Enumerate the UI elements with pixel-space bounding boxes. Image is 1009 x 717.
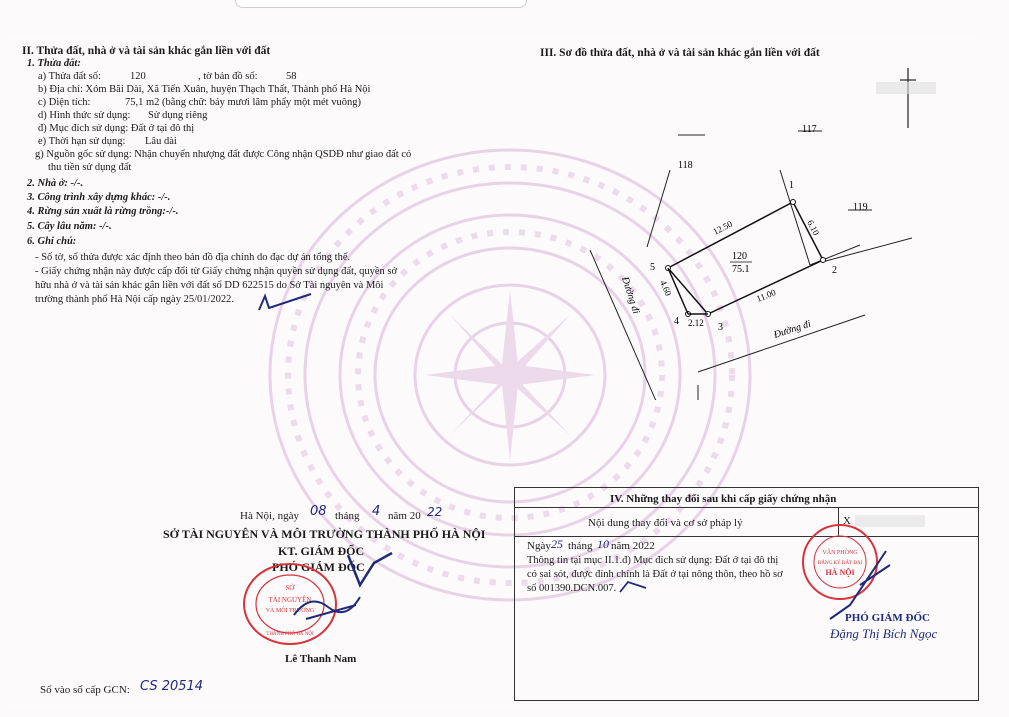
stamp-ring-text: THÀNH PHỐ HÀ NỘI <box>266 632 314 637</box>
usage-form-label: d) Hình thức sử dụng: <box>38 110 131 121</box>
address-line: b) Địa chỉ: Xóm Bãi Dài, Xã Tiến Xuân, huyện Thạch Thất, Thành phố Hà Nội <box>38 84 371 95</box>
issue-date-prefix: Hà Nội, ngày <box>240 510 299 522</box>
parcel-number-label: a) Thửa đất số: <box>38 71 101 82</box>
edge-12-50: 12.50 <box>711 218 734 237</box>
usage-term-label: e) Thời hạn sử dụng: <box>38 136 126 147</box>
note-2-line-1: - Giấy chứng nhận này được cấp đổi từ Giấy chứng nhận quyền sử dụng đất, quyền sở <box>35 266 398 277</box>
kt-director: KT. GIÁM ĐỐC <box>278 544 365 558</box>
stamp-text-mt: VÀ MÔI TRƯỜNG <box>265 608 315 614</box>
land-parcel-heading: 1. Thửa đất: <box>27 58 81 69</box>
change-month-label: tháng <box>568 540 593 552</box>
area-value: 75,1 m2 (bằng chữ: bảy mươi lăm phẩy một mét vuông) <box>125 97 361 108</box>
note-2-line-3: trường thành phố Hà Nội cấp ngày 25/01/2022. <box>35 294 235 305</box>
forest-item: 4. Rừng sản xuất là rừng trồng:-/-. <box>27 206 179 217</box>
origin-line-2: thu tiền sử dụng đất <box>48 162 132 173</box>
area-label: c) Diện tích: <box>38 97 91 108</box>
usage-form-value: Sử dụng riêng <box>148 110 208 121</box>
parcel-number-diagram: 120 <box>732 251 747 262</box>
edge-4-60: 4.60 <box>658 278 674 298</box>
vertex-2: 2 <box>832 265 837 276</box>
note-2-line-2: hữu nhà ở và tài sản khác gắn liền với đất số DD 622515 do Sở Tài nguyên và Môi <box>35 280 384 291</box>
office-signer-name: Đặng Thị Bích Ngọc <box>830 626 938 641</box>
issue-month: 4 <box>372 504 381 519</box>
section-iv-title: IV. Những thay đổi sau khi cấp giấy chứng nhận <box>610 493 837 505</box>
office-deputy-title: PHÓ GIÁM ĐỐC <box>845 612 930 624</box>
gcn-register-number: CS 20514 <box>140 679 204 694</box>
other-works-item: 3. Công trình xây dựng khác: -/-. <box>27 192 171 203</box>
map-sheet-value: 58 <box>286 71 297 82</box>
issue-year-label: năm 20 <box>388 510 421 522</box>
change-line-1: Thông tin tại mục II.1.đ) Mục đích sử dụng: Đất ở tại đô thị <box>527 555 779 566</box>
stamp-text-tn: TÀI NGUYÊN <box>268 596 312 604</box>
note-1: - Số tờ, số thửa được xác định theo bản đồ địa chính do đạc dự án tổng thể. <box>35 252 351 263</box>
stamp2-line-3: HÀ NỘI <box>825 568 855 577</box>
vertex-3: 3 <box>718 322 723 333</box>
neighbor-117: 117 <box>802 124 817 135</box>
vertex-4: 4 <box>674 316 679 327</box>
change-month: 10 <box>597 537 609 551</box>
section-ii-title: II. Thửa đất, nhà ở và tài sản khác gắn liền với đất <box>22 45 271 57</box>
stamp2-line-2: ĐĂNG KÝ ĐẤT ĐAI <box>817 561 863 566</box>
origin-line-1: g) Nguồn gốc sử dụng: Nhận chuyển nhượng đất được Công nhận QSDĐ như giao đất có <box>35 149 412 160</box>
neighbor-118: 118 <box>678 160 693 171</box>
deputy-director-title: PHÓ GIÁM ĐỐC <box>272 560 365 574</box>
gcn-register-label: Số vào sổ cấp GCN: <box>40 684 130 696</box>
house-item: 2. Nhà ở: -/-. <box>27 178 84 189</box>
perennial-item: 5. Cây lâu năm: -/-. <box>27 221 112 232</box>
issuing-agency: SỞ TÀI NGUYÊN VÀ MÔI TRƯỜNG THÀNH PHỐ HÀ NỘI <box>163 527 486 541</box>
change-year: năm 2022 <box>611 540 655 552</box>
issue-month-label: tháng <box>335 510 360 522</box>
vertex-5: 5 <box>650 262 655 273</box>
road-label-left: Đường đi <box>619 275 642 316</box>
map-sheet-label: , tờ bản đồ số: <box>198 71 258 82</box>
changes-col-partial: X <box>843 515 851 527</box>
usage-term-value: Lâu dài <box>145 136 177 147</box>
initial-mark <box>255 288 315 316</box>
parcel-diagram <box>560 60 980 400</box>
notes-heading: 6. Ghi chú: <box>27 236 77 247</box>
stamp-text-so: SỞ <box>285 584 295 592</box>
section-iii-title: III. Sơ đồ thửa đất, nhà ở và tài sản khác gắn liền với đất <box>540 47 820 59</box>
vertex-1: 1 <box>789 180 794 191</box>
issue-day: 08 <box>310 504 327 519</box>
usage-purpose-line: đ) Mục đích sử dụng: Đất ở tại đô thị <box>38 123 195 134</box>
change-line-2: có sai sót, được đính chính là Đất ở tại nông thôn, theo hồ sơ <box>527 569 783 580</box>
stamp2-line-1: VĂN PHÒNG <box>822 550 858 556</box>
edge-2-12: 2.12 <box>688 318 704 328</box>
change-initial <box>618 578 648 598</box>
change-day: 25 <box>551 537 563 551</box>
blurred-mark <box>876 82 936 94</box>
changes-col-content: Nội dung thay đổi và cơ sở pháp lý <box>588 517 743 529</box>
road-label-bottom: Đường đi <box>772 318 813 341</box>
parcel-area-diagram: 75.1 <box>732 264 750 275</box>
issue-year: 22 <box>427 505 443 519</box>
neighbor-119: 119 <box>853 202 868 213</box>
main-signature <box>290 585 370 625</box>
change-line-3: số 001390.DCN.007. <box>527 583 617 594</box>
signer-name: Lê Thanh Nam <box>285 653 357 665</box>
change-date-prefix: Ngày <box>527 540 551 552</box>
edge-11-00: 11.00 <box>755 287 778 304</box>
edge-6-10: 6.10 <box>805 218 822 237</box>
browser-address-bar[interactable] <box>235 0 527 8</box>
parcel-number-value: 120 <box>130 71 146 82</box>
